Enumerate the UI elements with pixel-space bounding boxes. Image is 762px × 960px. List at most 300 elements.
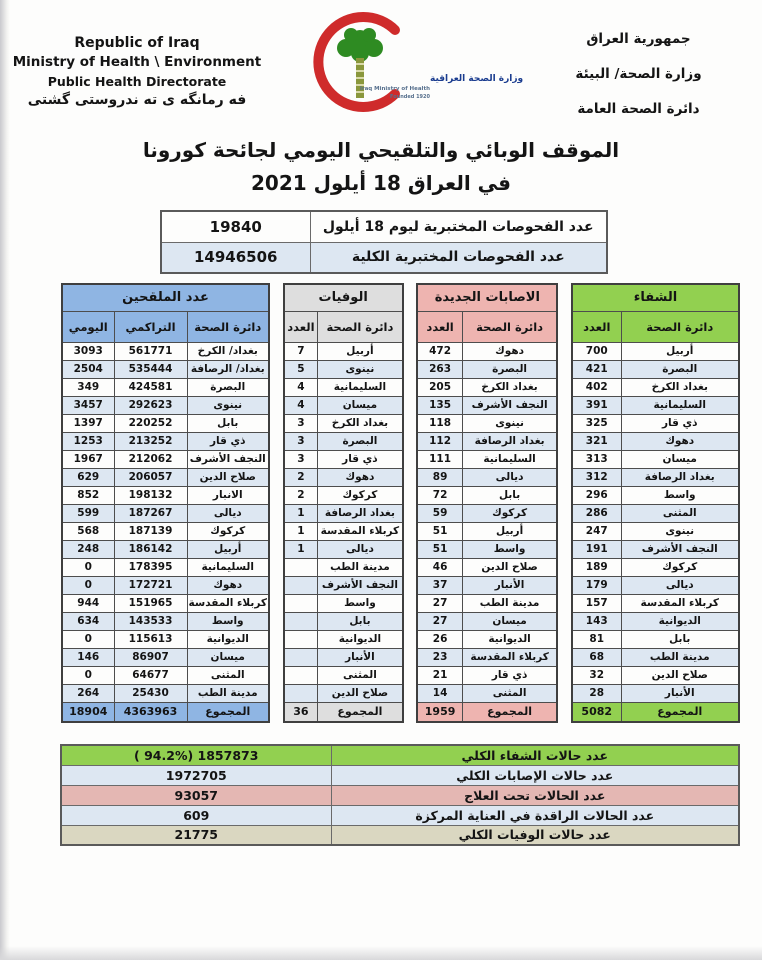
cumulative-count-cell: 220252 bbox=[114, 414, 187, 432]
ministry-of-health-logo-icon bbox=[298, 8, 524, 132]
summary-row bbox=[61, 745, 739, 765]
header-line: Republic of Iraq bbox=[74, 35, 200, 51]
table-row bbox=[62, 504, 269, 522]
province-name-cell: السليمانية bbox=[621, 396, 739, 414]
province-name-cell: المثنى bbox=[462, 684, 557, 702]
province-name-cell: أربيل bbox=[318, 342, 403, 360]
daily-count-cell: 0 bbox=[62, 630, 114, 648]
summary-value-cell: 93057 bbox=[61, 785, 331, 805]
summary-label-cell: عدد حالات الإصابات الكلي bbox=[331, 765, 739, 785]
count-cell bbox=[284, 576, 318, 594]
count-cell: 4 bbox=[284, 396, 318, 414]
cumulative-count-cell: 212062 bbox=[114, 450, 187, 468]
cumulative-count-cell: 172721 bbox=[114, 576, 187, 594]
table-row bbox=[284, 486, 403, 504]
count-cell: 51 bbox=[417, 522, 462, 540]
province-name-cell: النجف الأشرف bbox=[318, 576, 403, 594]
table-row bbox=[417, 468, 557, 486]
count-cell: 21 bbox=[417, 666, 462, 684]
province-name-cell: بغداد الكرخ bbox=[318, 414, 403, 432]
column-header-daily: اليومي bbox=[62, 311, 114, 342]
table-row bbox=[284, 558, 403, 576]
province-name-cell: الديوانية bbox=[187, 630, 269, 648]
province-name-cell: بغداد/ الكرخ bbox=[187, 342, 269, 360]
table-title: الشفاء bbox=[572, 284, 739, 311]
province-name-cell: أربيل bbox=[187, 540, 269, 558]
count-cell: 205 bbox=[417, 378, 462, 396]
table-row bbox=[161, 211, 607, 242]
province-name-cell: مدينة الطب bbox=[318, 558, 403, 576]
table-row bbox=[572, 630, 739, 648]
province-name-cell: الديوانية bbox=[318, 630, 403, 648]
table-row bbox=[62, 378, 269, 396]
table-row bbox=[62, 360, 269, 378]
table-row bbox=[417, 594, 557, 612]
daily-count-cell: 0 bbox=[62, 558, 114, 576]
province-name-cell: البصرة bbox=[621, 360, 739, 378]
summary-value-cell: 1972705 bbox=[61, 765, 331, 785]
lab-tests-table bbox=[160, 210, 608, 274]
total-cumulative-cell: 4363963 bbox=[114, 702, 187, 722]
table-row bbox=[62, 648, 269, 666]
count-cell: 7 bbox=[284, 342, 318, 360]
table-row bbox=[284, 684, 403, 702]
province-name-cell: كربلاء المقدسة bbox=[621, 594, 739, 612]
count-cell: 89 bbox=[417, 468, 462, 486]
total-label-cell: المجموع bbox=[621, 702, 739, 722]
deaths-table bbox=[283, 283, 404, 723]
cumulative-count-cell: 25430 bbox=[114, 684, 187, 702]
column-header-cumulative: التراكمي bbox=[114, 311, 187, 342]
table-row bbox=[284, 414, 403, 432]
province-name-cell: ذي قار bbox=[318, 450, 403, 468]
table-row bbox=[62, 432, 269, 450]
count-cell: 3 bbox=[284, 414, 318, 432]
count-cell bbox=[284, 612, 318, 630]
summary-value-cell: ( 94.2%) 1857873 bbox=[61, 745, 331, 765]
count-cell: 3 bbox=[284, 432, 318, 450]
table-row bbox=[284, 396, 403, 414]
table-row bbox=[417, 612, 557, 630]
table-row bbox=[62, 450, 269, 468]
count-cell: 2 bbox=[284, 468, 318, 486]
province-name-cell: نينوى bbox=[318, 360, 403, 378]
daily-count-cell: 634 bbox=[62, 612, 114, 630]
table-row bbox=[572, 612, 739, 630]
count-cell: 157 bbox=[572, 594, 621, 612]
table-row bbox=[62, 522, 269, 540]
table-row bbox=[572, 450, 739, 468]
table-row bbox=[572, 522, 739, 540]
province-name-cell: كركوك bbox=[621, 558, 739, 576]
province-name-cell: بغداد الرصافة bbox=[621, 468, 739, 486]
vaccinated-table bbox=[61, 283, 270, 723]
count-cell bbox=[284, 684, 318, 702]
province-name-cell: ذي قار bbox=[462, 666, 557, 684]
daily-count-cell: 599 bbox=[62, 504, 114, 522]
table-row bbox=[417, 540, 557, 558]
count-cell: 325 bbox=[572, 414, 621, 432]
table-row bbox=[284, 522, 403, 540]
daily-count-cell: 0 bbox=[62, 666, 114, 684]
header-line: دائرة الصحة العامة bbox=[577, 101, 700, 117]
province-name-cell: واسط bbox=[187, 612, 269, 630]
count-cell: 143 bbox=[572, 612, 621, 630]
daily-count-cell: 852 bbox=[62, 486, 114, 504]
daily-count-cell: 1253 bbox=[62, 432, 114, 450]
table-row bbox=[62, 630, 269, 648]
cumulative-count-cell: 292623 bbox=[114, 396, 187, 414]
table-row bbox=[572, 504, 739, 522]
summary-label-cell: عدد الحالات تحت العلاج bbox=[331, 785, 739, 805]
count-cell: 3 bbox=[284, 450, 318, 468]
province-name-cell: بابل bbox=[621, 630, 739, 648]
province-name-cell: أربيل bbox=[621, 342, 739, 360]
cumulative-count-cell: 198132 bbox=[114, 486, 187, 504]
header-line: Public Health Directorate bbox=[47, 74, 227, 89]
count-cell: 72 bbox=[417, 486, 462, 504]
cumulative-count-cell: 86907 bbox=[114, 648, 187, 666]
daily-count-cell: 2504 bbox=[62, 360, 114, 378]
count-cell: 402 bbox=[572, 378, 621, 396]
table-row bbox=[284, 360, 403, 378]
total-count-cell: 36 bbox=[284, 702, 318, 722]
header-english bbox=[12, 34, 262, 110]
table-row bbox=[417, 378, 557, 396]
table-row bbox=[572, 576, 739, 594]
province-name-cell: واسط bbox=[462, 540, 557, 558]
province-name-cell: الديوانية bbox=[621, 612, 739, 630]
province-name-cell: ديالى bbox=[187, 504, 269, 522]
column-header-directorate: دائرة الصحة bbox=[318, 311, 403, 342]
test-label-cell: عدد الفحوصات المختبرية ليوم 18 أيلول bbox=[310, 211, 607, 242]
table-row bbox=[417, 342, 557, 360]
count-cell bbox=[284, 594, 318, 612]
daily-count-cell: 248 bbox=[62, 540, 114, 558]
table-row bbox=[284, 576, 403, 594]
table-row bbox=[62, 414, 269, 432]
province-name-cell: ذي قار bbox=[187, 432, 269, 450]
count-cell bbox=[284, 666, 318, 684]
table-row bbox=[62, 468, 269, 486]
province-name-cell: بابل bbox=[318, 612, 403, 630]
count-cell: 312 bbox=[572, 468, 621, 486]
table-row bbox=[284, 594, 403, 612]
daily-count-cell: 0 bbox=[62, 576, 114, 594]
table-row bbox=[417, 558, 557, 576]
province-name-cell: السليمانية bbox=[318, 378, 403, 396]
count-cell: 46 bbox=[417, 558, 462, 576]
table-row bbox=[417, 504, 557, 522]
cumulative-count-cell: 187267 bbox=[114, 504, 187, 522]
recovery-table bbox=[571, 283, 740, 723]
header-line: Ministry of Health \ Environment bbox=[12, 54, 262, 70]
count-cell: 189 bbox=[572, 558, 621, 576]
summary-value-cell: 609 bbox=[61, 805, 331, 825]
count-cell: 135 bbox=[417, 396, 462, 414]
total-label-cell: المجموع bbox=[187, 702, 269, 722]
province-name-cell: واسط bbox=[621, 486, 739, 504]
table-row bbox=[572, 684, 739, 702]
table-row bbox=[572, 666, 739, 684]
count-cell: 37 bbox=[417, 576, 462, 594]
cumulative-count-cell: 561771 bbox=[114, 342, 187, 360]
table-row bbox=[572, 414, 739, 432]
table-row bbox=[417, 684, 557, 702]
province-name-cell: بغداد الرصافة bbox=[462, 432, 557, 450]
province-name-cell: بابل bbox=[462, 486, 557, 504]
total-row bbox=[417, 702, 557, 722]
summary-row bbox=[61, 825, 739, 845]
summary-label-cell: عدد الحالات الراقدة في العناية المركزة bbox=[331, 805, 739, 825]
daily-count-cell: 3457 bbox=[62, 396, 114, 414]
province-name-cell: صلاح الدين bbox=[621, 666, 739, 684]
table-row bbox=[284, 666, 403, 684]
count-cell: 1 bbox=[284, 540, 318, 558]
province-name-cell: ذي قار bbox=[621, 414, 739, 432]
count-cell: 27 bbox=[417, 612, 462, 630]
count-cell: 391 bbox=[572, 396, 621, 414]
page-edge-shadow-bottom bbox=[0, 946, 762, 960]
province-name-cell: البصرة bbox=[318, 432, 403, 450]
cumulative-count-cell: 64677 bbox=[114, 666, 187, 684]
province-name-cell: النجف الأشرف bbox=[462, 396, 557, 414]
summary-table bbox=[60, 744, 740, 846]
count-cell: 263 bbox=[417, 360, 462, 378]
province-name-cell: ميسان bbox=[621, 450, 739, 468]
province-name-cell: نينوى bbox=[462, 414, 557, 432]
province-name-cell: ميسان bbox=[462, 612, 557, 630]
table-row bbox=[62, 594, 269, 612]
cumulative-count-cell: 143533 bbox=[114, 612, 187, 630]
province-name-cell: البصرة bbox=[187, 378, 269, 396]
table-row bbox=[417, 360, 557, 378]
count-cell: 23 bbox=[417, 648, 462, 666]
province-tables bbox=[61, 283, 740, 723]
table-row bbox=[62, 576, 269, 594]
count-cell: 51 bbox=[417, 540, 462, 558]
province-name-cell: بغداد الكرخ bbox=[462, 378, 557, 396]
province-name-cell: دهوك bbox=[187, 576, 269, 594]
table-row bbox=[417, 450, 557, 468]
header-line: فه رمانگه ى ته ندروستى گشتى bbox=[27, 92, 247, 108]
count-cell: 4 bbox=[284, 378, 318, 396]
cumulative-count-cell: 151965 bbox=[114, 594, 187, 612]
count-cell: 59 bbox=[417, 504, 462, 522]
summary-value-cell: 21775 bbox=[61, 825, 331, 845]
province-name-cell: دهوك bbox=[318, 468, 403, 486]
table-row bbox=[572, 558, 739, 576]
province-name-cell: مدينة الطب bbox=[621, 648, 739, 666]
count-cell: 27 bbox=[417, 594, 462, 612]
cumulative-count-cell: 178395 bbox=[114, 558, 187, 576]
province-name-cell: كركوك bbox=[462, 504, 557, 522]
count-cell: 313 bbox=[572, 450, 621, 468]
table-row bbox=[417, 414, 557, 432]
table-title: عدد الملقحين bbox=[62, 284, 269, 311]
table-row bbox=[417, 396, 557, 414]
daily-count-cell: 629 bbox=[62, 468, 114, 486]
table-row bbox=[62, 612, 269, 630]
count-cell: 421 bbox=[572, 360, 621, 378]
table-row bbox=[62, 396, 269, 414]
count-cell: 32 bbox=[572, 666, 621, 684]
table-row bbox=[284, 630, 403, 648]
table-row bbox=[417, 630, 557, 648]
province-name-cell: السليمانية bbox=[462, 450, 557, 468]
table-row bbox=[62, 486, 269, 504]
cumulative-count-cell: 213252 bbox=[114, 432, 187, 450]
province-name-cell: صلاح الدين bbox=[187, 468, 269, 486]
province-name-cell: كربلاء المقدسة bbox=[318, 522, 403, 540]
count-cell bbox=[284, 558, 318, 576]
count-cell bbox=[284, 648, 318, 666]
province-name-cell: المثنى bbox=[621, 504, 739, 522]
cumulative-count-cell: 187139 bbox=[114, 522, 187, 540]
table-row bbox=[284, 378, 403, 396]
province-name-cell: النجف الأشرف bbox=[621, 540, 739, 558]
province-name-cell: ميسان bbox=[187, 648, 269, 666]
province-name-cell: دهوك bbox=[621, 432, 739, 450]
daily-count-cell: 146 bbox=[62, 648, 114, 666]
province-name-cell: كركوك bbox=[318, 486, 403, 504]
total-count-cell: 1959 bbox=[417, 702, 462, 722]
table-row bbox=[62, 342, 269, 360]
daily-count-cell: 3093 bbox=[62, 342, 114, 360]
summary-row bbox=[61, 785, 739, 805]
count-cell: 68 bbox=[572, 648, 621, 666]
province-name-cell: الأنبار bbox=[621, 684, 739, 702]
daily-count-cell: 1967 bbox=[62, 450, 114, 468]
column-header-count: العدد bbox=[572, 311, 621, 342]
daily-count-cell: 1397 bbox=[62, 414, 114, 432]
count-cell: 191 bbox=[572, 540, 621, 558]
count-cell: 112 bbox=[417, 432, 462, 450]
logo-founded-text: Founded 1920 bbox=[390, 94, 430, 100]
province-name-cell: السليمانية bbox=[187, 558, 269, 576]
count-cell: 111 bbox=[417, 450, 462, 468]
table-row bbox=[284, 432, 403, 450]
province-name-cell: ديالى bbox=[462, 468, 557, 486]
table-row bbox=[62, 684, 269, 702]
province-name-cell: كربلاء المقدسة bbox=[462, 648, 557, 666]
column-header-count: العدد bbox=[284, 311, 318, 342]
table-row bbox=[284, 468, 403, 486]
table-row bbox=[417, 486, 557, 504]
count-cell: 5 bbox=[284, 360, 318, 378]
count-cell: 247 bbox=[572, 522, 621, 540]
province-name-cell: صلاح الدين bbox=[318, 684, 403, 702]
province-name-cell: مدينة الطب bbox=[462, 594, 557, 612]
count-cell: 1 bbox=[284, 504, 318, 522]
column-header-directorate: دائرة الصحة bbox=[462, 311, 557, 342]
table-row bbox=[417, 666, 557, 684]
province-name-cell: ديالى bbox=[318, 540, 403, 558]
province-name-cell: واسط bbox=[318, 594, 403, 612]
province-name-cell: الأنبار bbox=[462, 576, 557, 594]
province-name-cell: نينوى bbox=[187, 396, 269, 414]
total-daily-cell: 18904 bbox=[62, 702, 114, 722]
total-row bbox=[62, 702, 269, 722]
daily-count-cell: 349 bbox=[62, 378, 114, 396]
cumulative-count-cell: 206057 bbox=[114, 468, 187, 486]
table-row bbox=[417, 576, 557, 594]
province-name-cell: بغداد الكرخ bbox=[621, 378, 739, 396]
province-name-cell: الانبار bbox=[187, 486, 269, 504]
count-cell: 700 bbox=[572, 342, 621, 360]
table-row bbox=[572, 486, 739, 504]
count-cell: 472 bbox=[417, 342, 462, 360]
table-row bbox=[572, 342, 739, 360]
column-header-directorate: دائرة الصحة bbox=[621, 311, 739, 342]
table-row bbox=[572, 378, 739, 396]
table-row bbox=[284, 504, 403, 522]
count-cell: 1 bbox=[284, 522, 318, 540]
total-count-cell: 5082 bbox=[572, 702, 621, 722]
summary-label-cell: عدد حالات الشفاء الكلي bbox=[331, 745, 739, 765]
table-title: الوفيات bbox=[284, 284, 403, 311]
logo-english-name: Iraq Ministry of Health bbox=[359, 86, 430, 92]
province-name-cell: الديوانية bbox=[462, 630, 557, 648]
count-cell: 118 bbox=[417, 414, 462, 432]
province-name-cell: أربيل bbox=[462, 522, 557, 540]
test-value-cell: 19840 bbox=[161, 211, 310, 242]
cumulative-count-cell: 186142 bbox=[114, 540, 187, 558]
count-cell: 2 bbox=[284, 486, 318, 504]
table-row bbox=[417, 432, 557, 450]
province-name-cell: النجف الأشرف bbox=[187, 450, 269, 468]
total-label-cell: المجموع bbox=[462, 702, 557, 722]
count-cell: 26 bbox=[417, 630, 462, 648]
province-name-cell: كربلاء المقدسة bbox=[187, 594, 269, 612]
table-row bbox=[572, 648, 739, 666]
province-name-cell: بغداد/ الرصافة bbox=[187, 360, 269, 378]
table-row bbox=[62, 558, 269, 576]
summary-row bbox=[61, 805, 739, 825]
daily-count-cell: 568 bbox=[62, 522, 114, 540]
daily-count-cell: 944 bbox=[62, 594, 114, 612]
report-title-line2: في العراق 18 أيلول 2021 bbox=[251, 171, 511, 195]
test-label-cell: عدد الفحوصات المختبرية الكلية bbox=[310, 242, 607, 273]
report-title-line1: الموقف الوبائي والتلقيحي اليومي لجائحة كورونا bbox=[142, 138, 620, 162]
table-row bbox=[161, 242, 607, 273]
count-cell: 179 bbox=[572, 576, 621, 594]
province-name-cell: ميسان bbox=[318, 396, 403, 414]
column-header-count: العدد bbox=[417, 311, 462, 342]
province-name-cell: المثنى bbox=[318, 666, 403, 684]
test-value-cell: 14946506 bbox=[161, 242, 310, 273]
table-row bbox=[284, 612, 403, 630]
summary-row bbox=[61, 765, 739, 785]
table-row bbox=[572, 594, 739, 612]
logo-arabic-name: وزارة الصحة العراقية bbox=[430, 74, 524, 84]
header-arabic bbox=[531, 30, 746, 135]
total-row bbox=[284, 702, 403, 722]
table-row bbox=[284, 648, 403, 666]
table-row bbox=[417, 522, 557, 540]
count-cell: 28 bbox=[572, 684, 621, 702]
province-name-cell: بابل bbox=[187, 414, 269, 432]
new-cases-table bbox=[416, 283, 558, 723]
cumulative-count-cell: 424581 bbox=[114, 378, 187, 396]
table-row bbox=[572, 396, 739, 414]
table-row bbox=[284, 342, 403, 360]
province-name-cell: المثنى bbox=[187, 666, 269, 684]
header-line: جمهورية العراق bbox=[586, 31, 691, 47]
count-cell bbox=[284, 630, 318, 648]
province-name-cell: ديالى bbox=[621, 576, 739, 594]
header-line: وزارة الصحة/ البيئة bbox=[575, 66, 702, 82]
